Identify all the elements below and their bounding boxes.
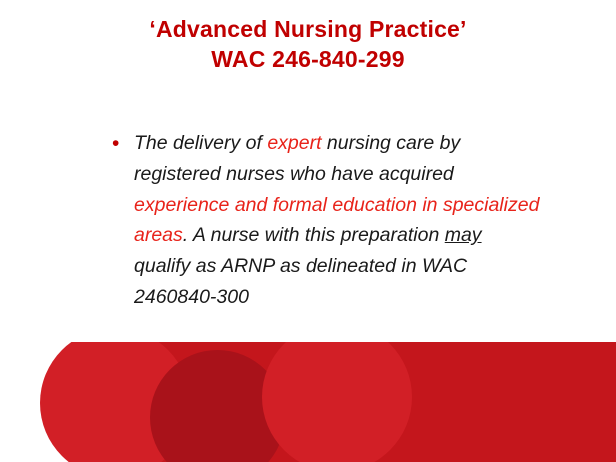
bullet-item — [112, 128, 542, 313]
title-line-2: WAC 246-840-299 — [211, 46, 405, 73]
slide-body — [112, 128, 542, 313]
bullet-text — [134, 128, 542, 313]
title-line-1: ‘Advanced Nursing Practice’ — [149, 16, 467, 42]
footer-circle-right — [262, 342, 412, 462]
bullet-segment-1: The delivery of — [134, 132, 268, 154]
bullet-highlight-expert: expert — [267, 132, 322, 154]
bullet-segment-5: . A nurse with this preparation — [182, 224, 445, 247]
bullet-underline-may: may — [444, 224, 482, 247]
bullet-segment-3: nursing care by registered nurses who have acquired — [134, 132, 461, 185]
bullet-segment-7: qualify as ARNP as delineated in WAC 2460840-300 — [134, 255, 468, 308]
bullet-highlight-experience: experience and formal education in specialized areas — [134, 193, 540, 247]
bullet-dot-icon: • — [112, 132, 120, 155]
footer-banner — [0, 342, 616, 462]
slide-title — [0, 14, 616, 75]
